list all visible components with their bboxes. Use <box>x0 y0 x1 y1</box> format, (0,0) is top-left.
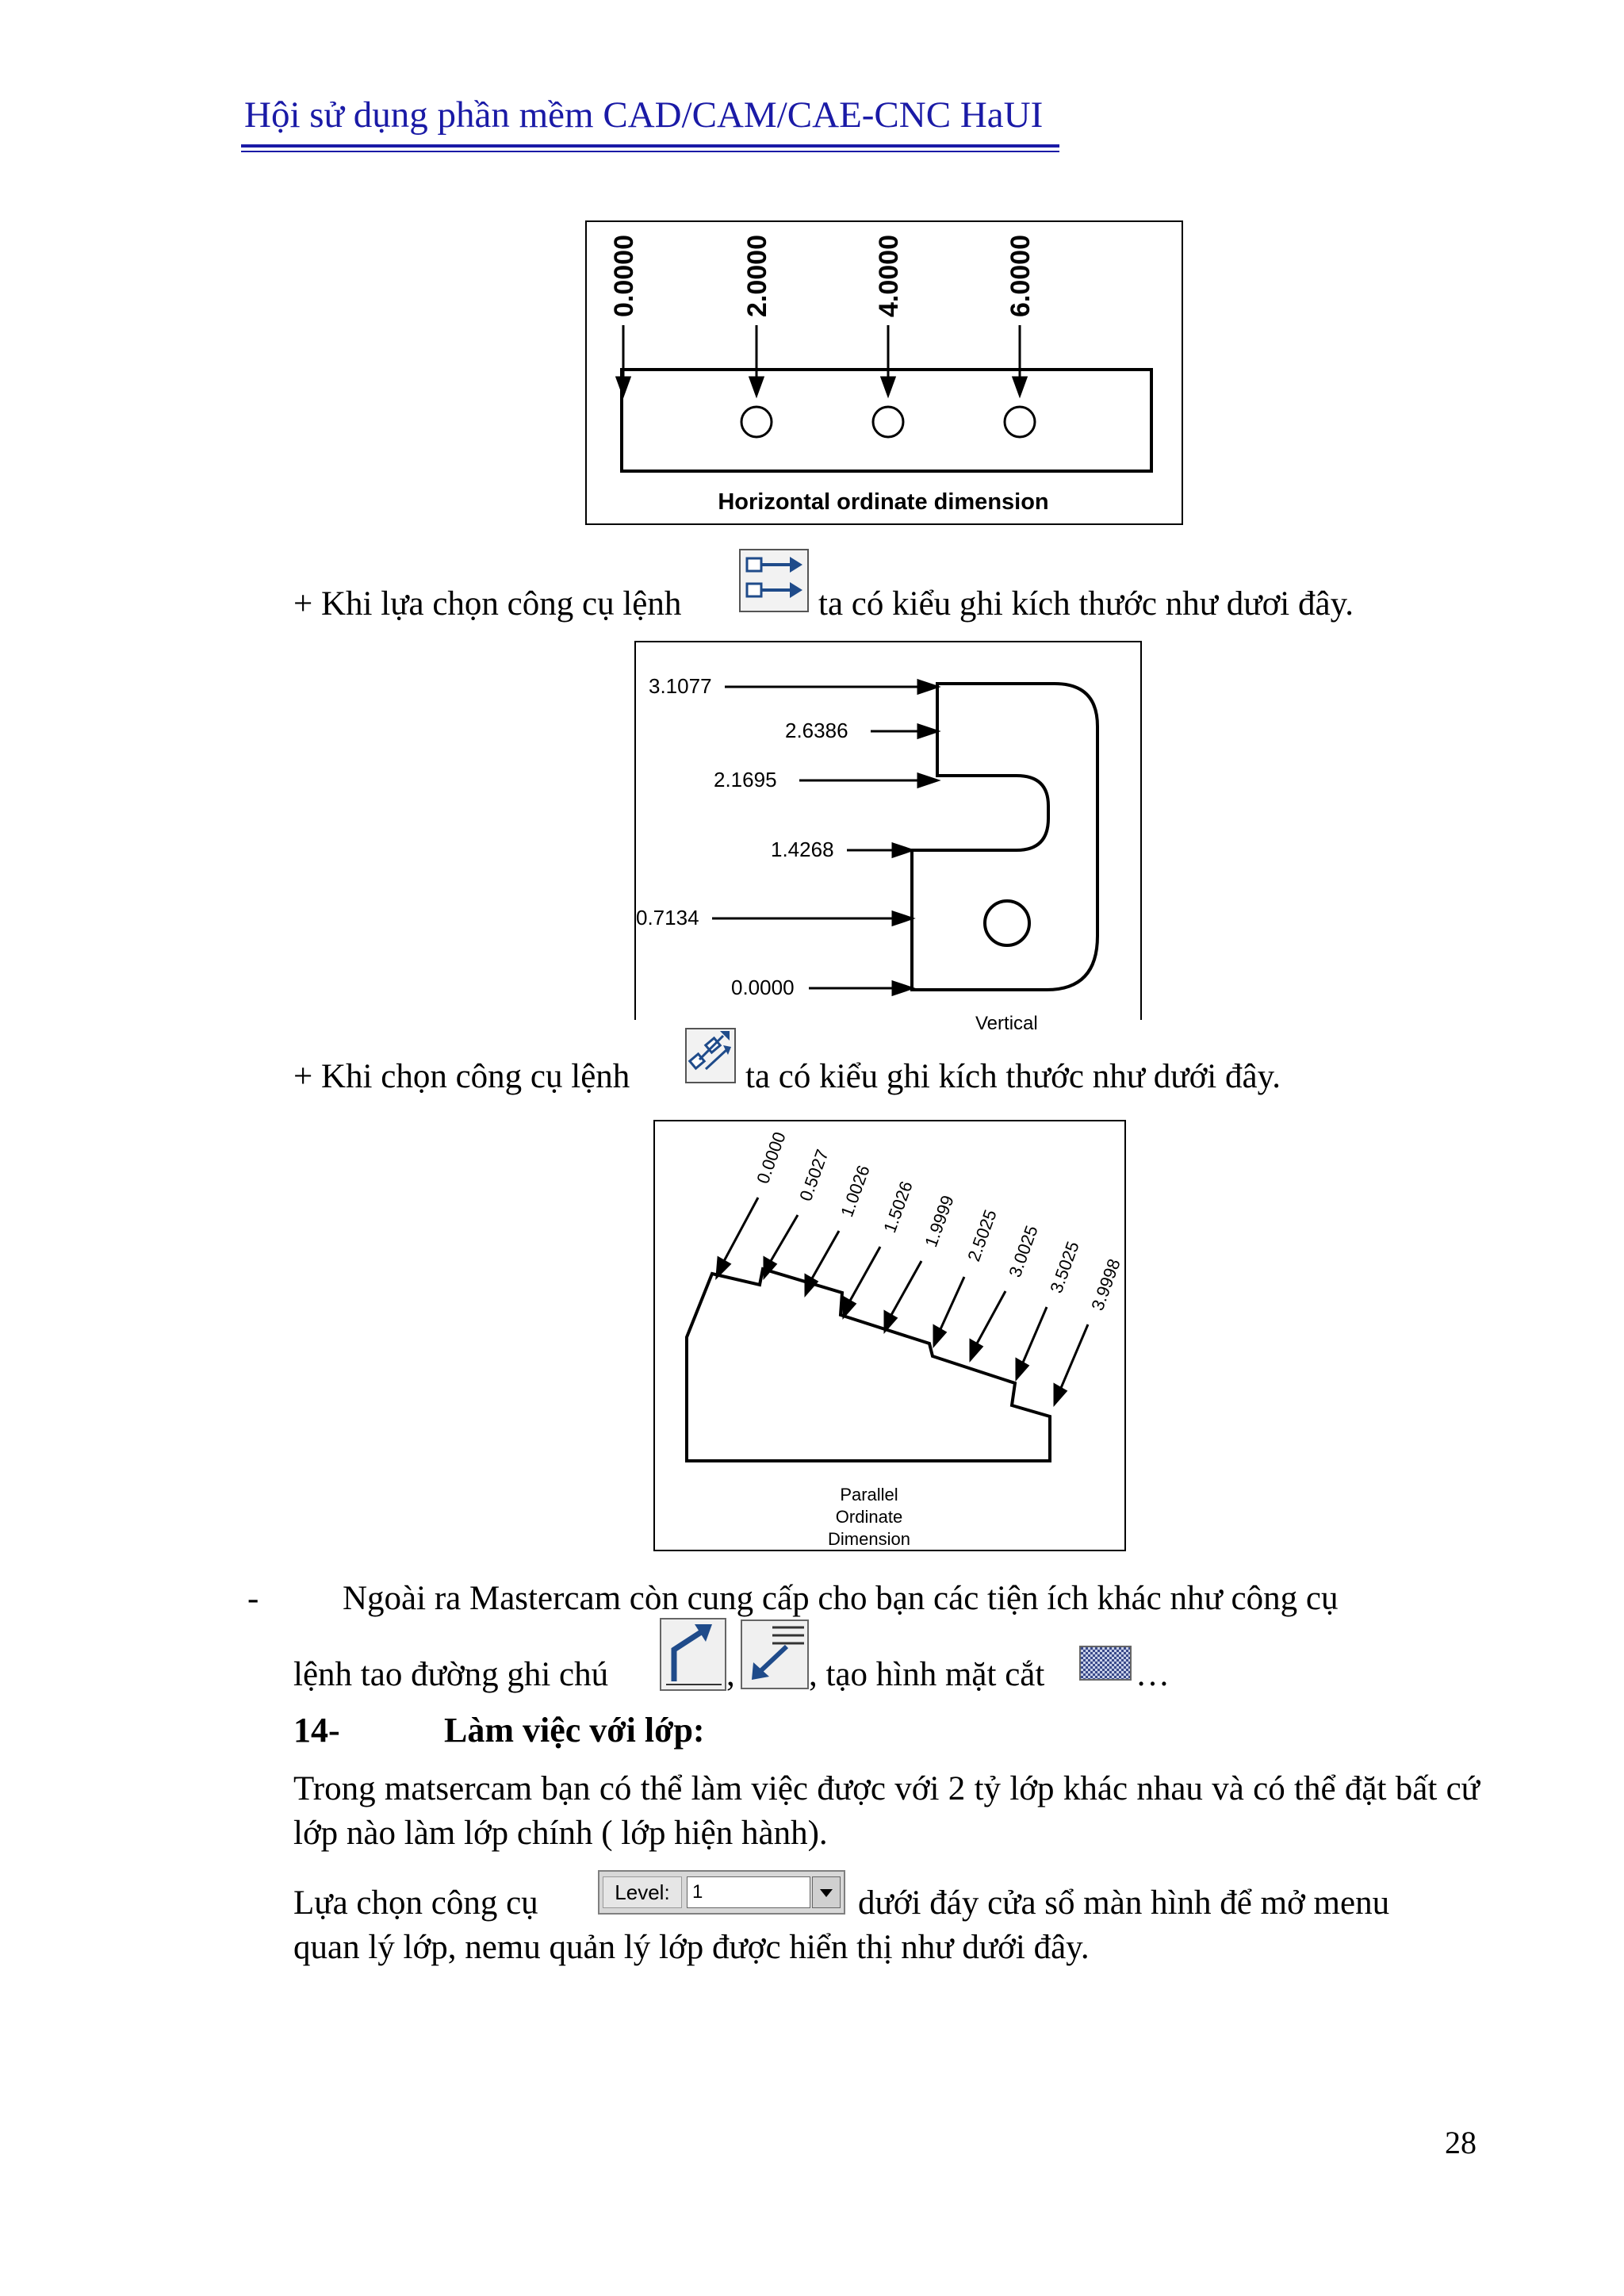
line1-before: + Khi lựa chọn công cụ lệnh <box>293 585 682 623</box>
fig3-label-0: 0.0000 <box>753 1129 790 1186</box>
section-number: 14- <box>293 1711 340 1750</box>
para2-after: dưới đáy cửa sổ màn hình để mở menu <box>858 1884 1390 1922</box>
section-title: Làm việc với lớp: <box>444 1711 705 1750</box>
chevron-down-icon[interactable] <box>812 1876 841 1908</box>
fig3-label-1: 0.5027 <box>795 1146 833 1204</box>
fig3-label-5: 2.5025 <box>963 1206 1001 1264</box>
fig2-label-3: 1.4268 <box>771 838 834 861</box>
bullet-line-b-start: lệnh tao đường ghi chú <box>293 1656 609 1693</box>
line1-after: ta có kiểu ghi kích thước như dươi đây. <box>818 585 1354 623</box>
fig1-label-2: 4.0000 <box>874 235 904 317</box>
fig1-caption: Horizontal ordinate dimension <box>718 489 1049 515</box>
page-number: 28 <box>1445 2125 1477 2160</box>
figure-parallel-ordinate <box>653 1120 1126 1551</box>
bullet-ellipsis: … <box>1136 1656 1170 1693</box>
bullet-comma: , <box>726 1656 735 1693</box>
level-label: Level: <box>603 1876 682 1908</box>
fig3-label-3: 1.5026 <box>879 1178 917 1236</box>
figure-vertical-ordinate <box>634 641 1142 1034</box>
fig2-label-2: 2.1695 <box>714 768 777 792</box>
fig2-label-5: 0.0000 <box>731 976 795 999</box>
line-horizontal-tool <box>293 582 681 627</box>
hatch-tool-icon[interactable] <box>1078 1645 1132 1681</box>
fig3-caption-3: Dimension <box>828 1529 910 1549</box>
line-parallel-tool <box>293 1055 630 1099</box>
ordinate-horizontal-tool-icon[interactable] <box>739 549 809 612</box>
level-selector[interactable] <box>598 1870 845 1915</box>
bullet-dash: - <box>247 1580 259 1617</box>
note-tool-icon[interactable] <box>741 1619 809 1689</box>
fig2-caption: Vertical <box>975 1013 1038 1034</box>
fig1-label-0: 0.0000 <box>609 235 639 317</box>
para2-line2: quan lý lớp, nemu quản lý lớp được hiển thị như dưới đây. <box>293 1929 1090 1966</box>
level-value[interactable]: 1 <box>687 1876 810 1908</box>
fig3-label-2: 1.0026 <box>837 1162 874 1220</box>
leader-tool-icon[interactable] <box>660 1618 726 1691</box>
fig3-caption-2: Ordinate <box>835 1507 903 1527</box>
ordinate-parallel-tool-icon[interactable] <box>685 1028 736 1083</box>
fig1-label-3: 6.0000 <box>1005 235 1036 317</box>
para2-before: Lựa chọn công cụ <box>293 1884 538 1922</box>
fig3-label-6: 3.0025 <box>1005 1222 1042 1280</box>
fig2-label-0: 3.1077 <box>649 674 712 698</box>
fig2-label-1: 2.6386 <box>785 719 848 742</box>
fig3-caption-1: Parallel <box>840 1485 898 1504</box>
header-rule <box>241 144 1059 148</box>
fig3-label-8: 3.9998 <box>1087 1255 1124 1313</box>
figure-horizontal-ordinate <box>585 220 1183 525</box>
bullet-line-b-mid: , tạo hình mặt cắt <box>809 1656 1045 1693</box>
fig1-label-1: 2.0000 <box>742 235 772 317</box>
page-header: Hội sử dụng phần mềm CAD/CAM/CAE-CNC HaUI <box>244 94 1044 136</box>
paragraph-layers: Trong matsercam bạn có thể làm việc được với 2 tỷ lớp khác nhau và có thể đặt bất cứ lớp nào làm lớp chính ( lớp hiện hành). <box>293 1770 1480 1852</box>
fig3-label-4: 1.9999 <box>921 1192 958 1250</box>
fig2-label-4: 0.7134 <box>636 906 699 930</box>
line2-after: ta có kiểu ghi kích thước như dưới đây. <box>745 1058 1281 1095</box>
line2-before: + Khi chọn công cụ lệnh <box>293 1058 630 1095</box>
bullet-line-a: Ngoài ra Mastercam còn cung cấp cho bạn các tiện ích khác như công cụ <box>343 1580 1339 1617</box>
fig3-label-7: 3.5025 <box>1046 1238 1083 1296</box>
header-rule-thin <box>241 151 1059 152</box>
